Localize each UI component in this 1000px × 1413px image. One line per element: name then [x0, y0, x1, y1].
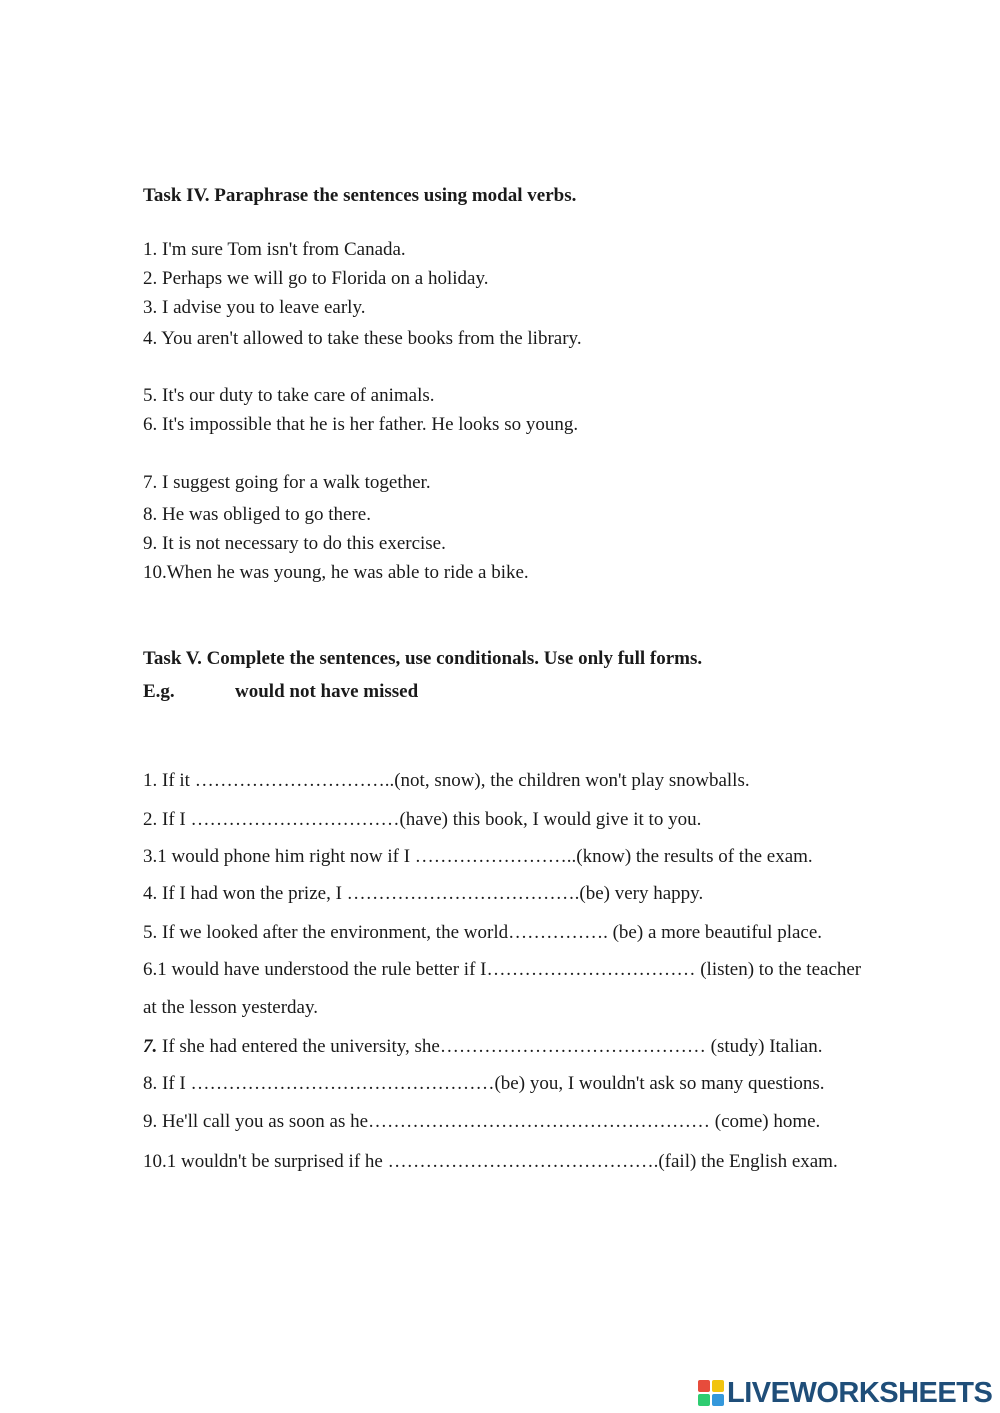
task-5-item-9: 9. He'll call you as soon as he……………………………………………… (come) home.	[143, 1111, 821, 1132]
task-4-item-1: 1. I'm sure Tom isn't from Canada.	[143, 239, 406, 260]
task-5-item-4: 4. If I had won the prize, I ……………………………….(be) very happy.	[143, 883, 704, 904]
task-4-item-9: 9. It is not necessary to do this exercise.	[143, 533, 446, 554]
logo-square-yellow	[712, 1380, 724, 1392]
logo-text: LIVEWORKSHEETS	[727, 1377, 993, 1409]
task-4-item-4: 4. You aren't allowed to take these books from the library.	[143, 328, 582, 349]
task-4-title: Task IV. Paraphrase the sentences using modal verbs.	[143, 185, 577, 206]
task-4-item-2: 2. Perhaps we will go to Florida on a holiday.	[143, 268, 489, 289]
logo-square-red	[698, 1380, 710, 1392]
task-5-title: Task V. Complete the sentences, use conditionals. Use only full forms.	[143, 648, 703, 669]
task-5-item-3: 3.1 would phone him right now if I ……………………..(know) the results of the exam.	[143, 846, 813, 867]
task-4-item-7: 7. I suggest going for a walk together.	[143, 472, 431, 493]
task-4-item-10: 10.When he was young, he was able to ride a bike.	[143, 562, 529, 583]
task-5-item-6: 6.1 would have understood the rule better if I…………………………… (listen) to the teacher	[143, 959, 862, 980]
task-5-item-8: 8. If I …………………………………………(be) you, I wouldn't ask so many questions.	[143, 1073, 825, 1094]
example-answer: would not have missed	[235, 681, 419, 702]
logo-grid-icon	[698, 1380, 724, 1406]
liveworksheets-logo	[698, 1378, 992, 1408]
task-5-item-6-continued: at the lesson yesterday.	[143, 997, 318, 1018]
item-7-number: 7.	[143, 1036, 158, 1057]
task-5-item-2: 2. If I ……………………………(have) this book, I would give it to you.	[143, 809, 702, 830]
task-4-item-8: 8. He was obliged to go there.	[143, 504, 371, 525]
task-5-item-7	[143, 1035, 822, 1059]
logo-square-blue	[712, 1394, 724, 1406]
task-5-item-1: 1. If it …………………………..(not, snow), the children won't play snowballs.	[143, 770, 750, 791]
task-5-item-10: 10.1 wouldn't be surprised if he …………………………………….(fail) the English exam.	[143, 1151, 838, 1172]
task-4-item-6: 6. It's impossible that he is her father. He looks so young.	[143, 414, 579, 435]
example-label: E.g.	[143, 681, 175, 702]
logo-square-green	[698, 1394, 710, 1406]
item-7-text: If she had entered the university, she…………………………………… (study) Italian.	[162, 1036, 823, 1057]
task-5-item-5: 5. If we looked after the environment, the world……………. (be) a more beautiful place.	[143, 922, 823, 943]
task-4-item-3: 3. I advise you to leave early.	[143, 297, 366, 318]
task-4-item-5: 5. It's our duty to take care of animals.	[143, 385, 435, 406]
